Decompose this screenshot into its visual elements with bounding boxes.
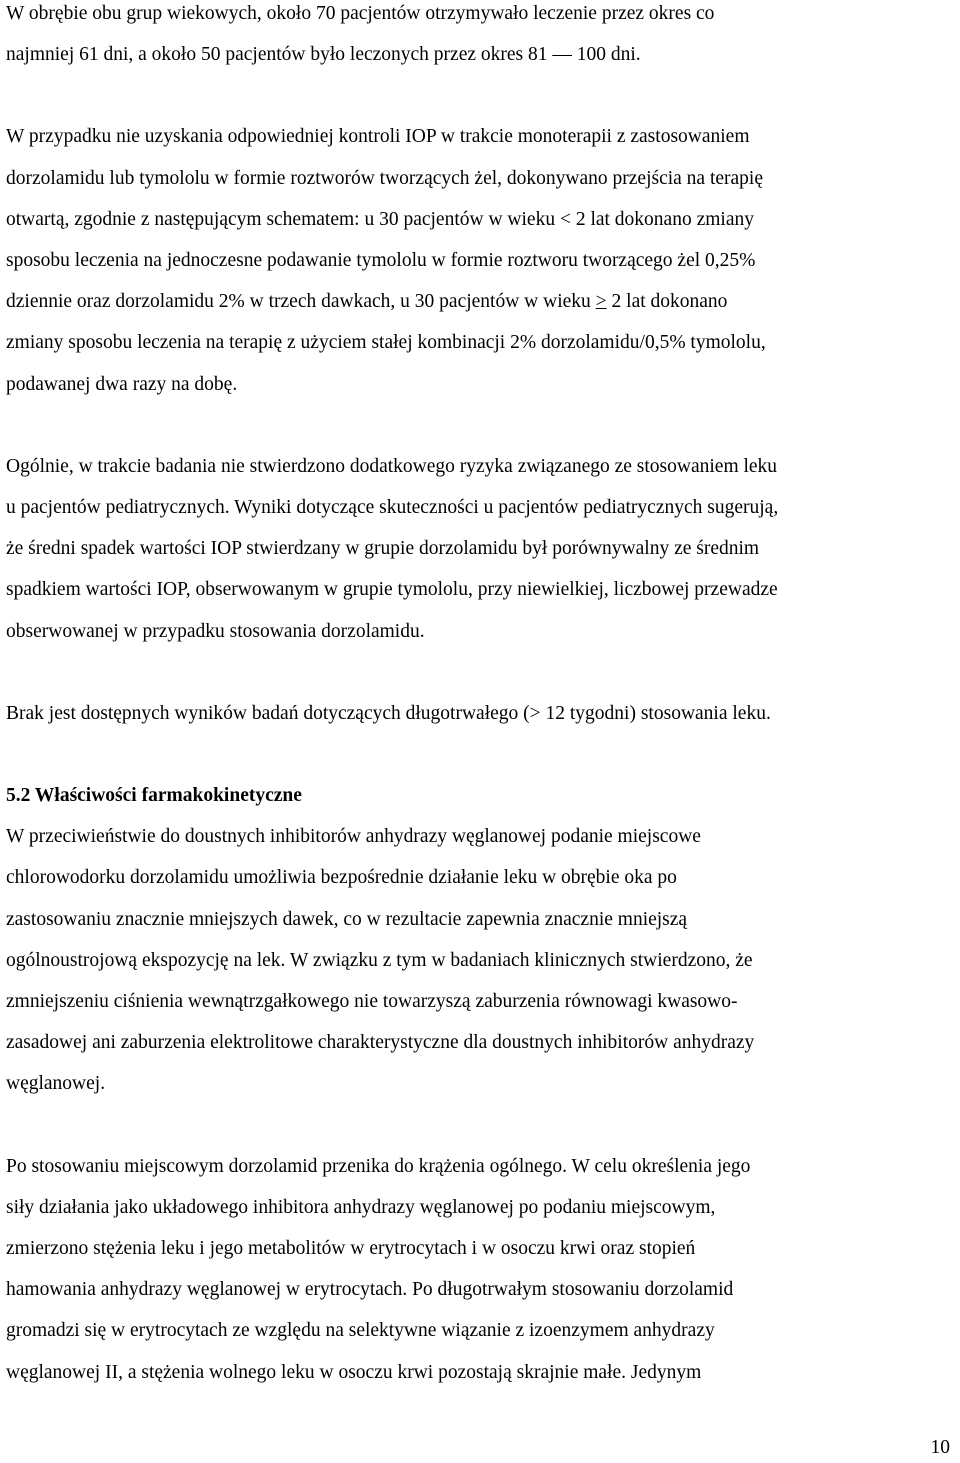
text-line: dorzolamidu lub tymololu w formie roztworów tworzących żel, dokonywano przejścia na terapię [6, 167, 763, 189]
text-fragment: 2 lat dokonano [606, 291, 728, 313]
paragraph-treatment-duration [6, 0, 956, 75]
section-heading: 5.2 Właściwości farmakokinetyczne [6, 785, 302, 807]
text-line: chlorowodorku dorzolamidu umożliwia bezpośrednie działanie leku w obrębie oka po [6, 867, 677, 889]
paragraph-long-term-data [6, 693, 956, 734]
text-line: zmierzono stężenia leku i jego metabolitów w erytrocytach i w osoczu krwi oraz stopień [6, 1238, 696, 1260]
text-line: obserwowanej w przypadku stosowania dorzolamidu. [6, 620, 425, 642]
text-line: najmniej 61 dni, a około 50 pacjentów było leczonych przez okres 81 — 100 dni. [6, 44, 641, 66]
text-line: zasadowej ani zaburzenia elektrolitowe charakterystyczne dla doustnych inhibitorów anhydrazy [6, 1032, 755, 1054]
text-line: że średni spadek wartości IOP stwierdzany w grupie dorzolamidu był porównywalny ze średnim [6, 538, 760, 560]
text-line [6, 281, 956, 322]
paragraph-therapy-switch [6, 116, 956, 404]
text-line: W obrębie obu grup wiekowych, około 70 pacjentów otrzymywało leczenie przez okres co [6, 3, 715, 24]
text-line: u pacjentów pediatrycznych. Wyniki dotyczące skuteczności u pacjentów pediatrycznych sugerują, [6, 497, 779, 519]
text-line: Ogólnie, w trakcie badania nie stwierdzono dodatkowego ryzyka związanego ze stosowaniem leku [6, 455, 778, 477]
text-line: zmniejszeniu ciśnienia wewnątrzgałkowego nie towarzyszą zaburzenia równowagi kwasowo- [6, 991, 738, 1013]
text-line: gromadzi się w erytrocytach ze względu na selektywne wiązanie z izoenzymem anhydrazy [6, 1320, 715, 1342]
text-line: podawanej dwa razy na dobę. [6, 373, 238, 395]
text-line: sposobu leczenia na jednoczesne podawanie tymololu w formie roztworu tworzącego żel 0,25% [6, 250, 756, 272]
text-line: zmiany sposobu leczenia na terapię z użyciem stałej kombinacji 2% dorzolamidu/0,5% tymololu, [6, 332, 766, 354]
section-pharmacokinetics [6, 775, 956, 1105]
text-line: W przypadku nie uzyskania odpowiedniej kontroli IOP w trakcie monoterapii z zastosowaniem [6, 126, 750, 148]
text-line: węglanowej II, a stężenia wolnego leku w osoczu krwi pozostają skrajnie małe. Jedynym [6, 1361, 702, 1383]
paragraph-systemic-absorption [6, 1146, 956, 1393]
text-line: węglanowej. [6, 1073, 106, 1095]
page-number: 10 [930, 1437, 950, 1458]
text-line: ogólnoustrojową ekspozycję na lek. W związku z tym w badaniach klinicznych stwierdzono, że [6, 949, 753, 971]
text-line: siły działania jako układowego inhibitora anhydrazy węglanowej po podaniu miejscowym, [6, 1196, 716, 1218]
text-fragment: dziennie oraz dorzolamidu 2% w trzech dawkach, u 30 pacjentów w wieku [6, 291, 596, 313]
greater-or-equal-symbol: > [595, 291, 607, 313]
text-line: Brak jest dostępnych wyników badań dotyczących długotrwałego (> 12 tygodni) stosowania leku. [6, 702, 771, 724]
text-line: spadkiem wartości IOP, obserwowanym w grupie tymololu, przy niewielkiej, liczbowej przewadze [6, 579, 778, 601]
text-line: hamowania anhydrazy węglanowej w erytrocytach. Po długotrwałym stosowaniu dorzolamid [6, 1279, 734, 1301]
text-line: otwartą, zgodnie z następującym schematem: u 30 pacjentów w wieku < 2 lat dokonano zmiany [6, 208, 754, 230]
text-line: W przeciwieństwie do doustnych inhibitorów anhydrazy węglanowej podanie miejscowe [6, 826, 701, 848]
text-line: Po stosowaniu miejscowym dorzolamid przenika do krążenia ogólnego. W celu określenia jego [6, 1155, 751, 1177]
paragraph-pediatric-safety [6, 446, 956, 652]
text-line: zastosowaniu znacznie mniejszych dawek, co w rezultacie zapewnia znacznie mniejszą [6, 908, 688, 930]
document-page [6, 0, 956, 1393]
